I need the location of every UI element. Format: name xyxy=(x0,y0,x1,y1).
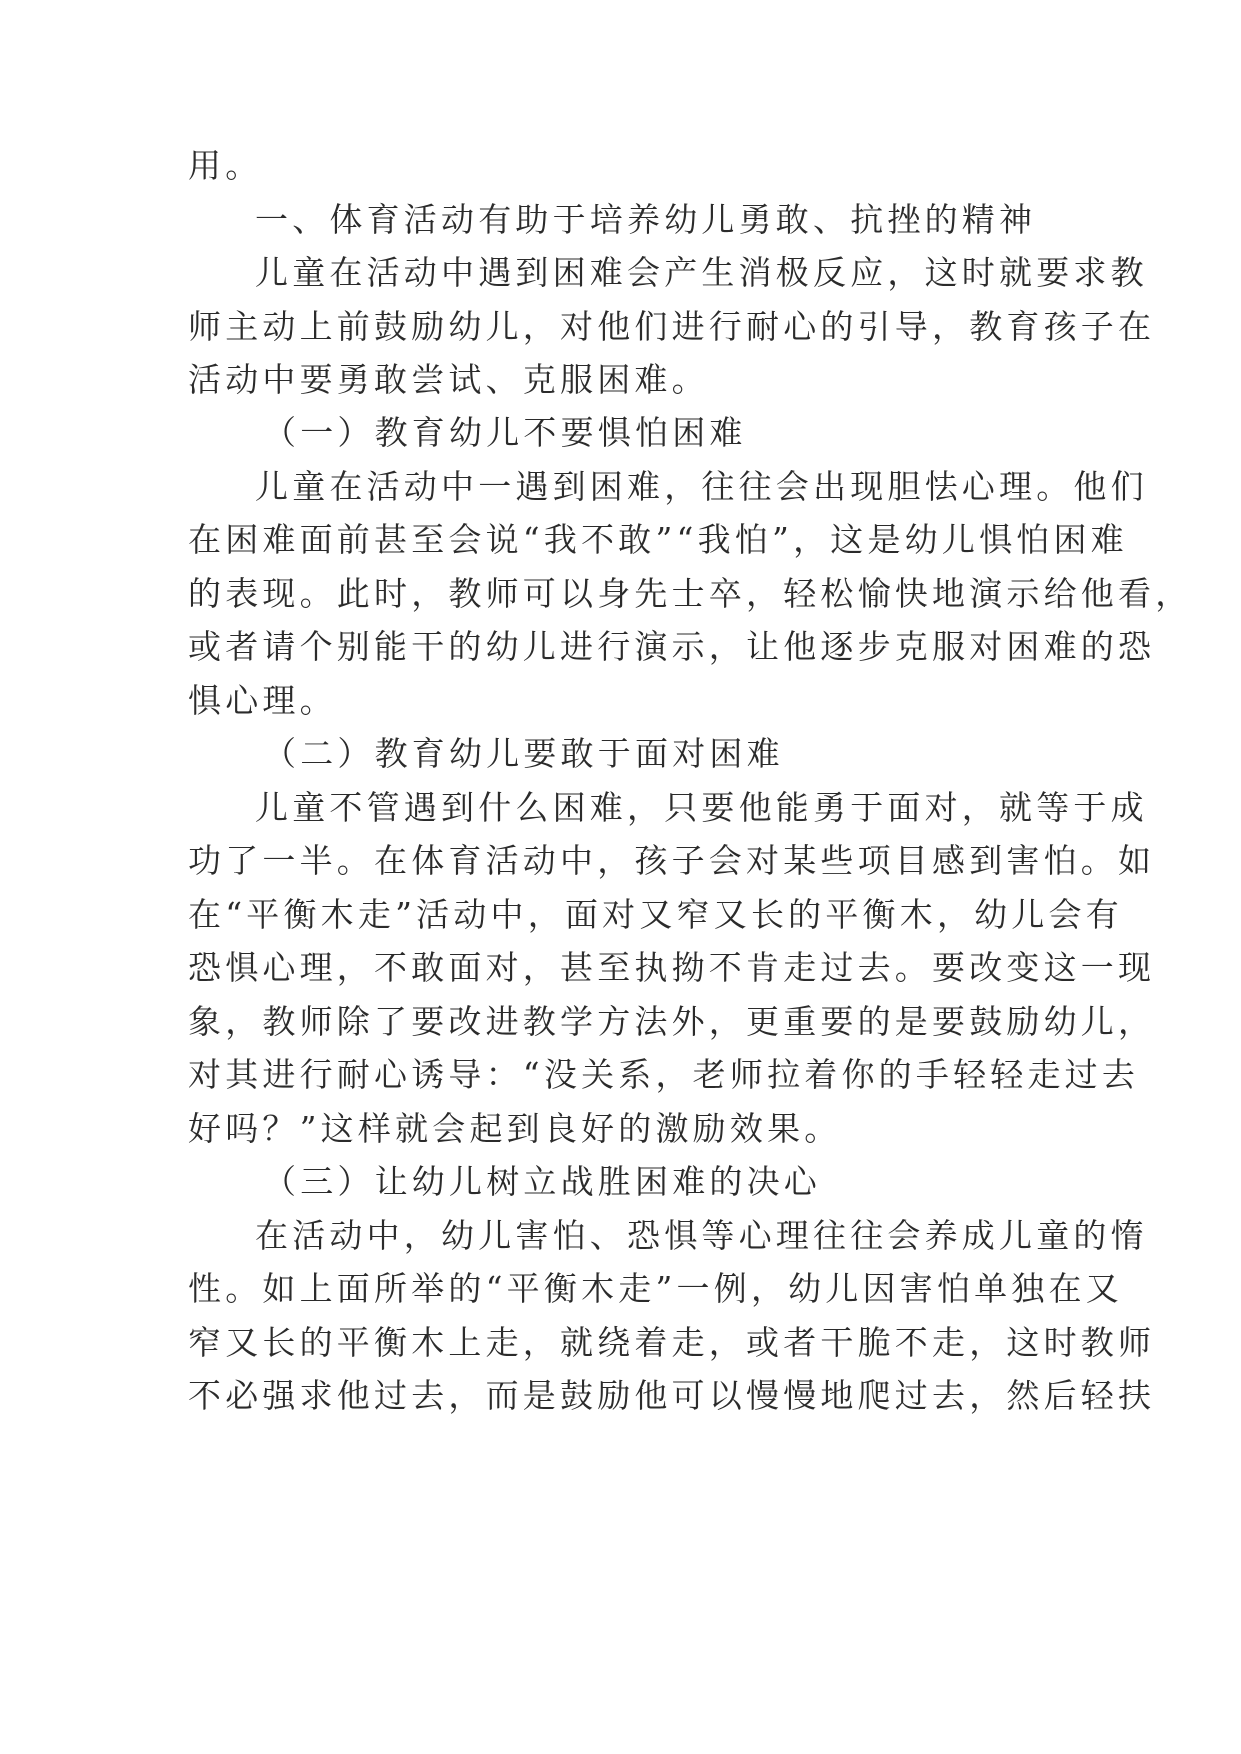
text-line: 窄又长的平衡木上走，就绕着走，或者干脆不走，这时教师 xyxy=(188,1323,1156,1362)
text-line: 或者请个别能干的幼儿进行演示，让他逐步克服对困难的恐 xyxy=(188,627,1156,666)
text-line: 功了一半。在体育活动中，孩子会对某些项目感到害怕。如 xyxy=(188,841,1156,880)
text-line: 惧心理。 xyxy=(188,681,337,720)
text-line: 活动中要勇敢尝试、克服困难。 xyxy=(188,360,709,399)
text-line: 对其进行耐心诱导：“没关系，老师拉着你的手轻轻走过去 xyxy=(188,1055,1140,1094)
subsection-heading: （一）教育幼儿不要惧怕困难 xyxy=(263,413,747,452)
text-line: 在困难面前甚至会说“我不敢”“我怕”，这是幼儿惧怕困难 xyxy=(188,520,1128,559)
section-heading: 一、体育活动有助于培养幼儿勇敢、抗挫的精神 xyxy=(255,200,1037,239)
subsection-heading: （三）让幼儿树立战胜困难的决心 xyxy=(263,1162,821,1201)
text-line: 性。如上面所举的“平衡木走”一例，幼儿因害怕单独在又 xyxy=(188,1269,1123,1308)
text-line: 不必强求他过去，而是鼓励他可以慢慢地爬过去，然后轻扶 xyxy=(188,1376,1156,1415)
subsection-heading: （二）教育幼儿要敢于面对困难 xyxy=(263,734,784,773)
text-line: 师主动上前鼓励幼儿，对他们进行耐心的引导，教育孩子在 xyxy=(188,307,1156,346)
text-line: 儿童在活动中遇到困难会产生消极反应，这时就要求教 xyxy=(255,253,1148,292)
text-line: 的表现。此时，教师可以身先士卒，轻松愉快地演示给他看， xyxy=(188,574,1193,613)
text-line: 好吗？”这样就会起到良好的激励效果。 xyxy=(188,1109,842,1148)
text-line: 儿童不管遇到什么困难，只要他能勇于面对，就等于成 xyxy=(255,788,1148,827)
text-line: 恐惧心理，不敢面对，甚至执拗不肯走过去。要改变这一现 xyxy=(188,948,1156,987)
text-line: 在“平衡木走”活动中，面对又窄又长的平衡木，幼儿会有 xyxy=(188,895,1123,934)
text-line: 用。 xyxy=(188,146,263,185)
text-line: 儿童在活动中一遇到困难，往往会出现胆怯心理。他们 xyxy=(255,467,1148,506)
text-line: 在活动中，幼儿害怕、恐惧等心理往往会养成儿童的惰 xyxy=(255,1216,1148,1255)
text-line: 象，教师除了要改进教学方法外，更重要的是要鼓励幼儿， xyxy=(188,1002,1156,1041)
